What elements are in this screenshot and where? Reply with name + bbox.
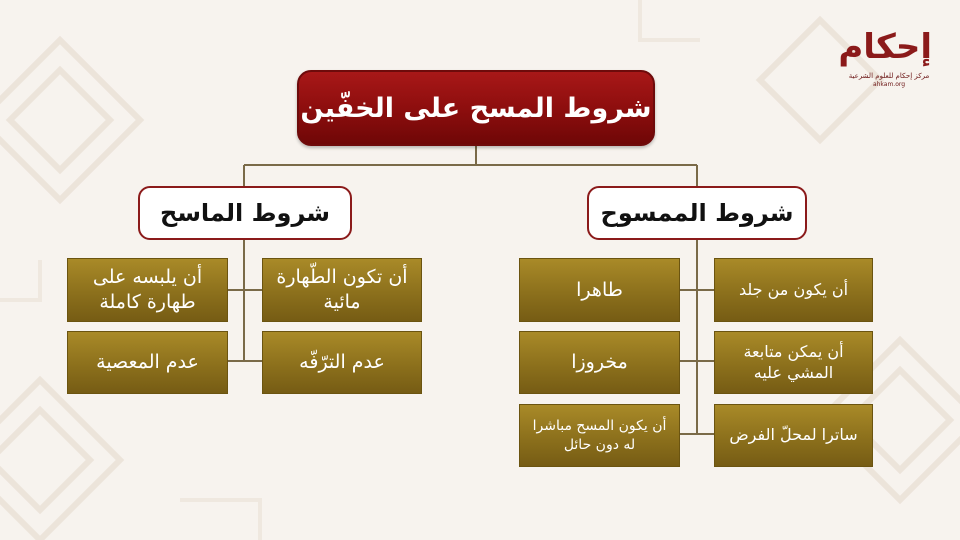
logo-subtitle: مركز إحكام للعلوم الشرعية <box>848 72 930 80</box>
right-item-4: مخروزا <box>519 331 680 394</box>
right-item-3: أن يمكن متابعة المشي عليه <box>714 331 873 394</box>
right-item-6: أن يكون المسح مباشرا له دون حائل <box>519 404 680 467</box>
right-item-1: أن يكون من جلد <box>714 258 873 322</box>
logo-url: ahkam.org <box>872 81 906 88</box>
left-item-1: أن تكون الطّهارة مائية <box>262 258 422 322</box>
right-item-2: طاهرا <box>519 258 680 322</box>
category-right-node: شروط الممسوح <box>587 186 807 240</box>
left-item-2: أن يلبسه على طهارة كاملة <box>67 258 228 322</box>
logo-title: إحكام <box>838 27 932 67</box>
right-item-5: ساترا لمحلّ الفرض <box>714 404 873 467</box>
left-item-3: عدم الترّفّه <box>262 331 422 394</box>
root-node: شروط المسح على الخفّين <box>297 70 655 146</box>
category-left-node: شروط الماسح <box>138 186 352 240</box>
left-item-4: عدم المعصية <box>67 331 228 394</box>
